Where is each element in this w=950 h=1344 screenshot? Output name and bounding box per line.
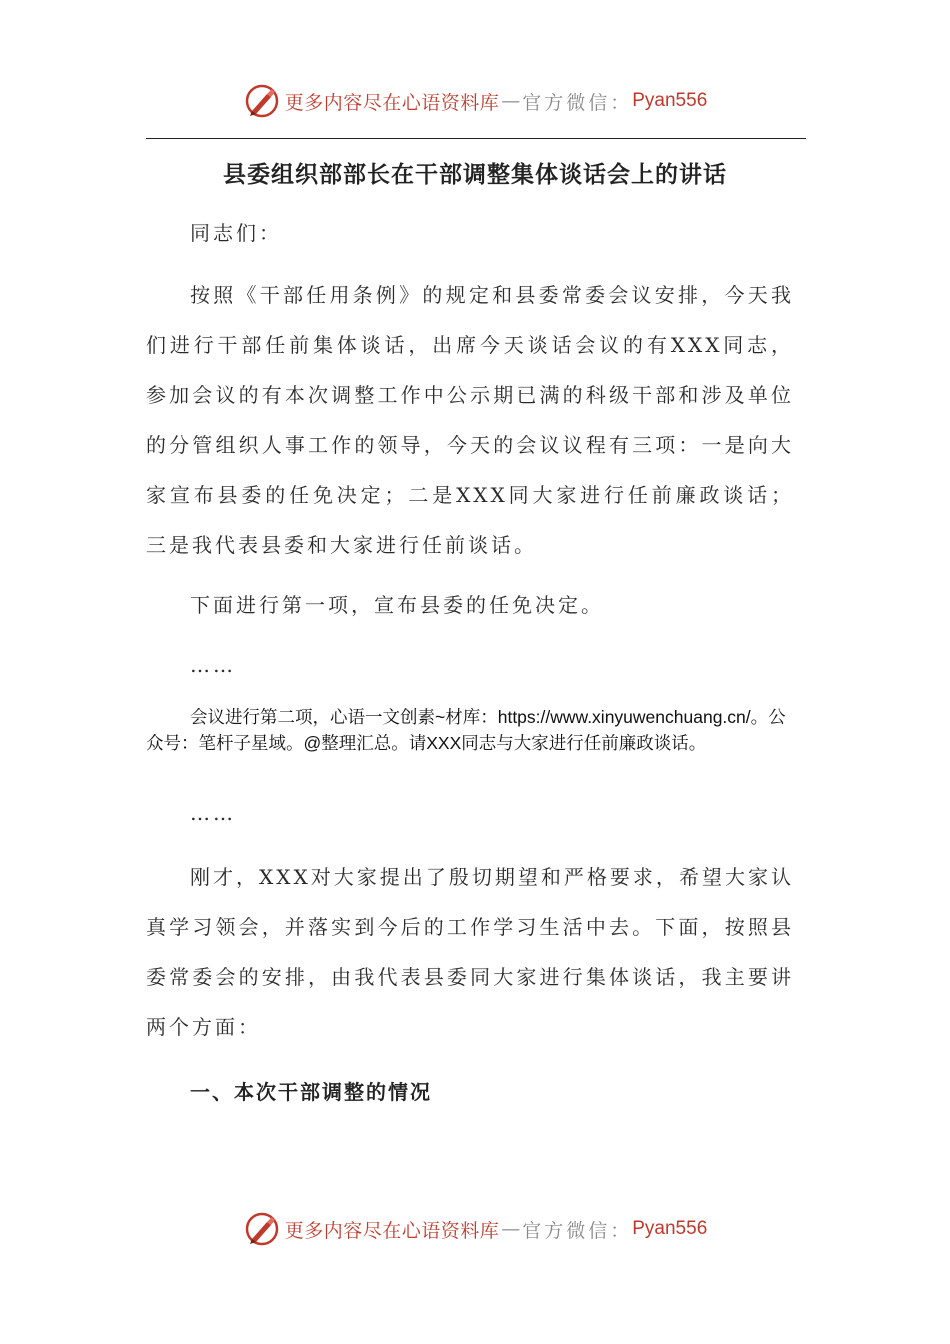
footer-brand: 更多内容尽在心语资料库 [284, 1219, 500, 1242]
footer-dash: — [501, 1218, 521, 1240]
footer-label: 官方微信： [522, 1219, 633, 1242]
header-banner [0, 82, 950, 120]
greeting-paragraph: 同志们： [190, 221, 282, 245]
section-heading-1: 一、本次干部调整的情况 [190, 1080, 432, 1104]
header-wechat-id: Pyan556 [632, 90, 708, 111]
ellipsis-1: …… [190, 653, 236, 677]
pen-logo-icon [243, 1210, 281, 1248]
paragraph-second-item: 会议进行第二项，心语一文创素~材库：https://www.xinyuwenchuang.cn/。公众号：笔杆子星域。@整理汇总。请XXX同志与大家进行任前廉政谈话。 [146, 707, 786, 753]
footer-wechat-id: Pyan556 [632, 1218, 708, 1239]
header-brand: 更多内容尽在心语资料库 [284, 91, 500, 114]
paragraph-agenda: 按照《干部任用条例》的规定和县委常委会议安排，今天我们进行干部任前集体谈话，出席今天谈话会议的有XXX同志，参加会议的有本次调整工作中公示期已满的科级干部和涉及单位的分管组织人事工作的领导，今天的会议议程有三项：一是向大家宣布县委的任免决定；二是XXX同大家进行任前廉政谈话；三是我代表县委和大家进行任前谈话。 [146, 283, 794, 557]
ellipsis-2: …… [190, 801, 236, 825]
header-dash: — [501, 90, 521, 112]
paragraph-collective-talk: 刚才，XXX对大家提出了殷切期望和严格要求，希望大家认真学习领会，并落实到今后的工作学习生活中去。下面，按照县委常委会的安排，由我代表县委同大家进行集体谈话，我主要讲两个方面： [146, 865, 794, 1039]
pen-logo-icon [243, 82, 281, 120]
header-divider [146, 138, 806, 139]
footer-banner [0, 1210, 950, 1248]
paragraph-first-item: 下面进行第一项，宣布县委的任免决定。 [190, 593, 604, 617]
header-label: 官方微信： [522, 91, 633, 114]
document-title: 县委组织部部长在干部调整集体谈话会上的讲话 [223, 162, 727, 188]
